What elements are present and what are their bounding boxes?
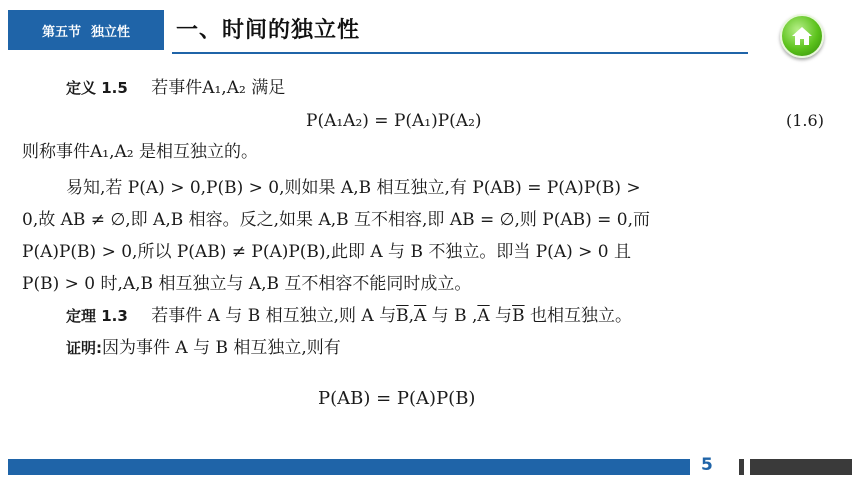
footer-bar [8, 459, 690, 475]
theorem-text: 若事件 A 与 B 相互独立,则 A 与 [151, 306, 397, 326]
equation-number: (1.6) [786, 111, 824, 130]
text-line: 易知,若 P(A) > 0,P(B) > 0,则如果 A,B 相互独立,有 P(AB) = P(A)P(B) > [66, 178, 641, 198]
theorem-text: 也相互独立。 [524, 306, 632, 326]
section-name: 独立性 [91, 24, 131, 40]
text-line: 0,故 AB ≠ ∅,即 A,B 相容。反之,如果 A,B 互不相容,即 AB = ∅,则 P(AB) = 0,而 [22, 210, 651, 230]
complement-A: $\overline{A}$ [413, 306, 427, 326]
proof-line [66, 338, 341, 358]
theorem-line [66, 306, 632, 326]
text-line: 则称事件A₁,A₂ 是相互独立的。 [22, 142, 258, 162]
formula-independence: P(AB) = P(A)P(B) [318, 388, 476, 409]
definition-label: 定义 1.5 [66, 79, 128, 97]
text-line: P(B) > 0 时,A,B 相互独立与 A,B 互不相容不能同时成立。 [22, 274, 472, 294]
complement-B: $\overline{B}$ [396, 306, 409, 326]
proof-text: 因为事件 A 与 B 相互独立,则有 [102, 338, 341, 358]
complement-A: $\overline{A}$ [477, 306, 490, 326]
definition-line [66, 78, 285, 98]
page-number: 5 [701, 455, 713, 475]
theorem-label: 定理 1.3 [66, 307, 128, 325]
formula-1-6: P(A₁A₂) = P(A₁)P(A₂) [306, 111, 482, 131]
theorem-text: 与 B , [426, 306, 478, 326]
page-title: 一、时间的独立性 [176, 18, 361, 43]
proof-label: 证明: [66, 339, 102, 357]
section-label: 第五节 [41, 24, 81, 40]
definition-text: 若事件A₁,A₂ 满足 [151, 78, 286, 98]
text-line: P(A)P(B) > 0,所以 P(AB) ≠ P(A)P(B),此即 A 与 B 不独立。即当 P(A) > 0 且 [22, 242, 631, 262]
complement-B: $\overline{B}$ [512, 306, 525, 326]
separator: , [408, 306, 414, 326]
footer-dark-bar [750, 459, 852, 475]
footer-divider [739, 459, 744, 475]
theorem-text: 与 [489, 306, 513, 326]
